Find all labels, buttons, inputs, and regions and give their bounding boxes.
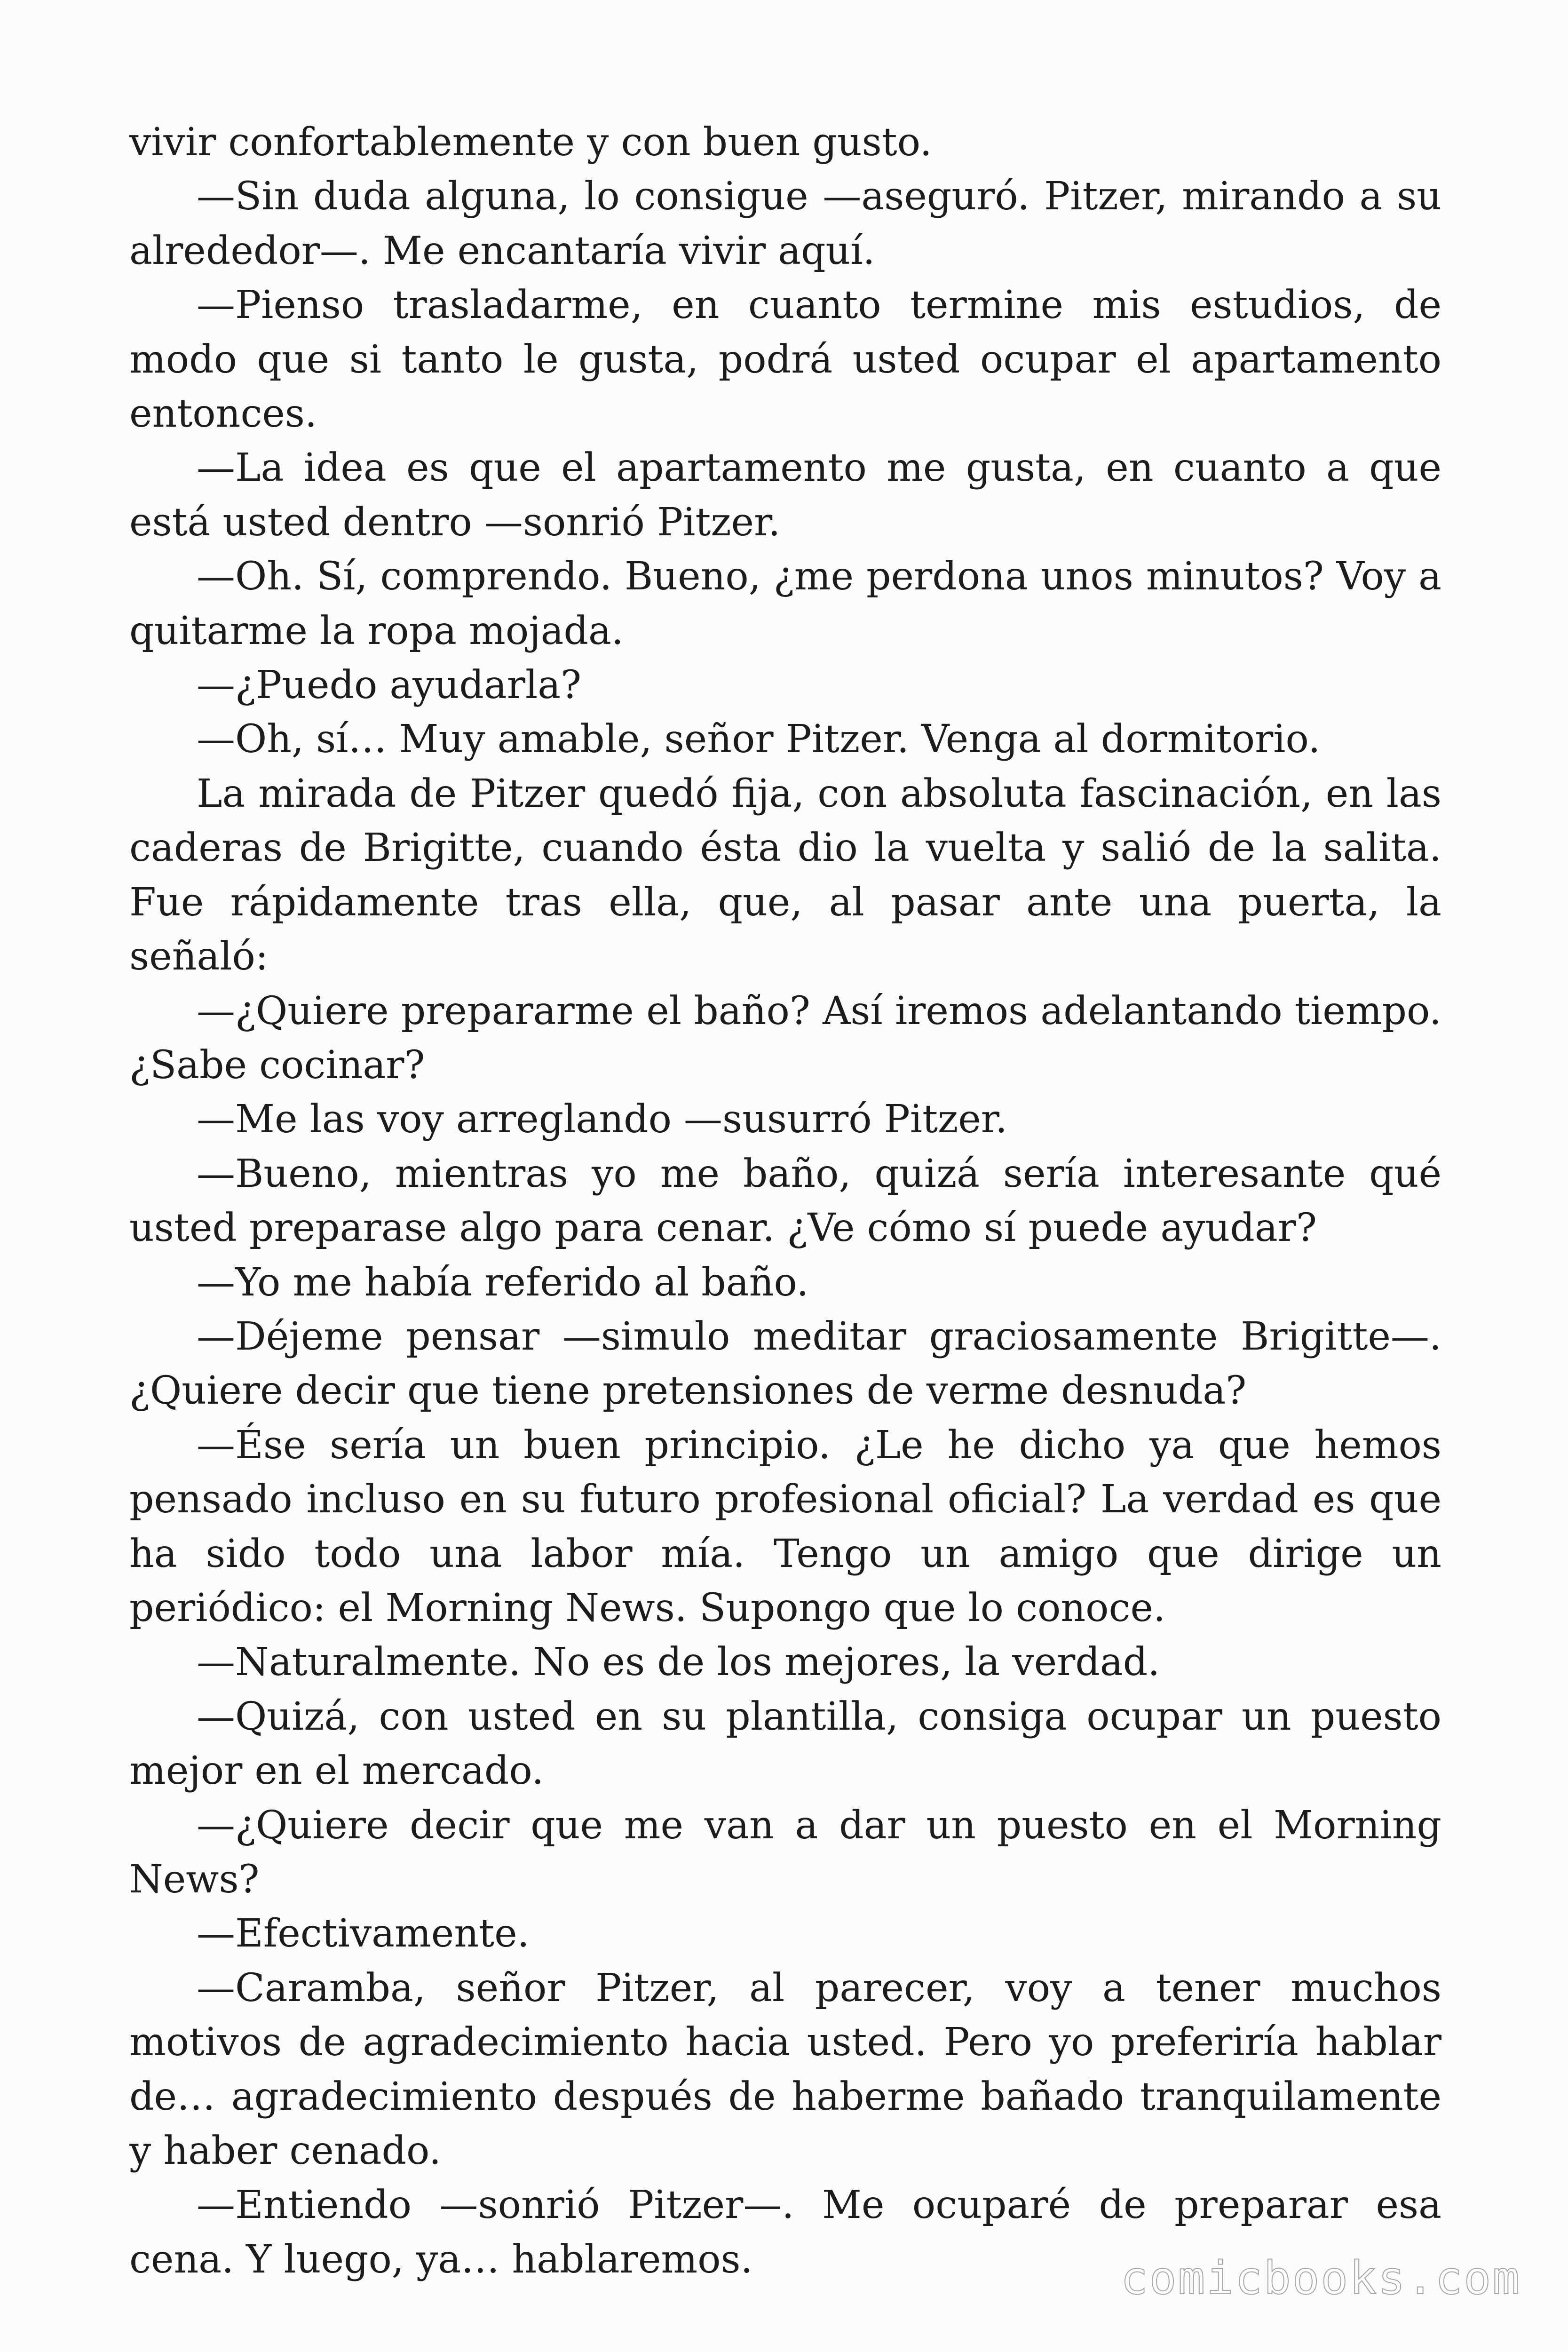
paragraph: —Me las voy arreglando —susurró Pitzer. [197,1097,1008,1142]
paragraph: —Yo me había referido al baño. [197,1260,809,1305]
paragraph: —Bueno, mientras yo me baño, quizá sería interesante qué usted preparase algo para cenar. ¿Ve cómo sí puede ayudar? [129,1151,1441,1251]
paragraph: —La idea es que el apartamento me gusta, en cuanto a que está usted dentro —sonrió Pitzer. [129,445,1441,545]
paragraph: —Pienso trasladarme, en cuanto termine mis estudios, de modo que si tanto le gusta, podrá usted ocupar el apartamento entonces. [129,283,1441,437]
paragraph: —Ése sería un buen principio. ¿Le he dicho ya que hemos pensado incluso en su futuro profesional oficial? La verdad es que ha sido todo una labor mía. Tengo un amigo que dirige un periódico: el Morning News. Supongo que lo conoce. [129,1422,1441,1630]
paragraph: —Naturalmente. No es de los mejores, la verdad. [197,1640,1160,1685]
watermark: comicbooks.com [1120,2252,1521,2304]
paragraph: —Quizá, con usted en su plantilla, consiga ocupar un puesto mejor en el mercado. [129,1694,1441,1794]
paragraph: —¿Quiere prepararme el baño? Así iremos adelantando tiempo. ¿Sabe cocinar? [129,988,1441,1088]
paragraph: La mirada de Pitzer quedó fija, con absoluta fascinación, en las caderas de Brigitte, cuando ésta dio la vuelta y salió de la salita. Fue rápidamente tras ella, que, al pasar ante una puerta, la señaló: [129,771,1441,979]
paragraph: —¿Puedo ayudarla? [197,663,582,708]
paragraph: —Entiendo —sonrió Pitzer—. Me ocuparé de preparar esa cena. Y luego, ya… hablaremos. [129,2183,1441,2282]
paragraph: —Efectivamente. [197,1911,530,1956]
paragraph: —Caramba, señor Pitzer, al parecer, voy a tener muchos motivos de agradecimiento hacia usted. Pero yo preferiría hablar de… agradecimiento después de haberme bañado tranquilamente y haber cenado. [129,1965,1441,2174]
paragraph: —Oh, sí… Muy amable, señor Pitzer. Venga al dormitorio. [197,717,1321,762]
body-text [129,115,1441,2287]
paragraph: —Oh. Sí, comprendo. Bueno, ¿me perdona unos minutos? Voy a quitarme la ropa mojada. [129,554,1441,653]
paragraph: —¿Quiere decir que me van a dar un puesto en el Morning News? [129,1803,1441,1902]
paragraph: vivir confortablemente y con buen gusto. [129,120,932,165]
paragraph: —Sin duda alguna, lo consigue —aseguró. Pitzer, mirando a su alrededor—. Me encantaría vivir aquí. [129,174,1441,273]
paragraph: —Déjeme pensar —simulo meditar graciosamente Brigitte—. ¿Quiere decir que tiene pretensiones de verme desnuda? [129,1314,1441,1414]
